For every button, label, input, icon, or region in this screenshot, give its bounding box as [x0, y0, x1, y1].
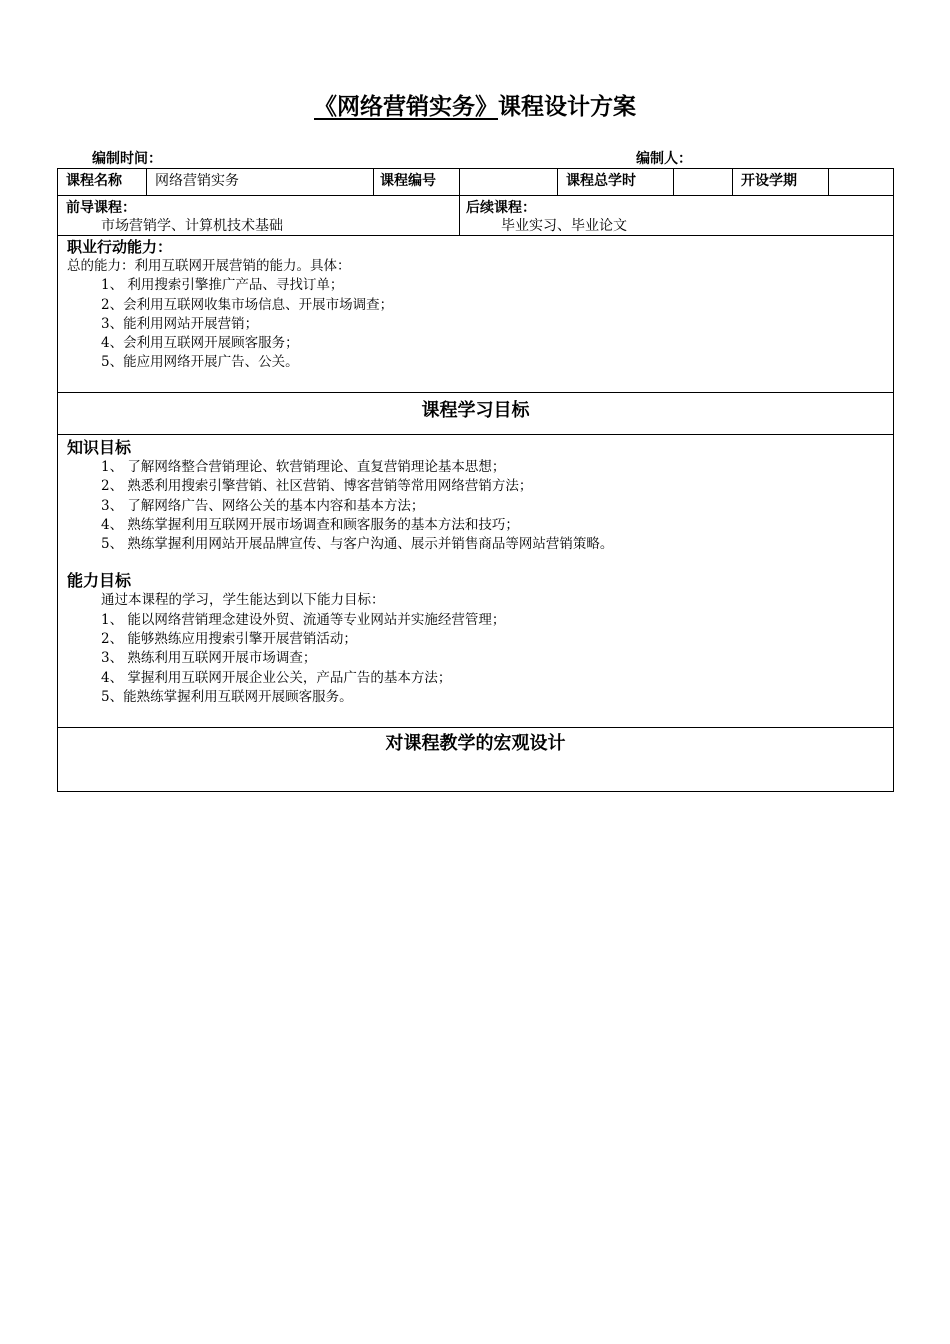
skills-item: 4、 掌握利用互联网开展企业公关，产品广告的基本方法； [101, 669, 452, 686]
compiler-label: 编制人： [636, 151, 692, 167]
knowledge-item: 1、 了解网络整合营销理论、软营销理论、直复营销理论基本思想； [101, 459, 506, 475]
ability-label: 职业行动能力： [67, 238, 173, 256]
ability-row [58, 236, 894, 393]
title-suffix: 课程设计方案 [498, 94, 636, 120]
total-hours-value-cell [674, 169, 733, 196]
macro-design-row [58, 728, 894, 792]
skills-item: 2、 能够熟练应用搜索引擎开展营销活动； [101, 631, 357, 648]
course-code-value-cell [460, 169, 558, 196]
goals-heading: 课程学习目标 [421, 400, 530, 421]
knowledge-item: 3、 了解网络广告、网络公关的基本内容和基本方法； [101, 497, 425, 514]
ability-item: 2、会利用互联网收集市场信息、开展市场调查； [101, 296, 394, 313]
ability-item: 1、 利用搜索引擎推广产品、寻找订单； [101, 277, 344, 294]
ability-cell [58, 236, 894, 393]
macro-design-cell [58, 728, 894, 792]
followup-value: 毕业实习、毕业论文 [501, 218, 627, 234]
goals-cell [58, 435, 894, 728]
skills-item: 3、 熟练利用互联网开展市场调查； [101, 650, 317, 667]
ability-intro: 总的能力：利用互联网开展营销的能力。具体： [67, 258, 351, 274]
knowledge-label: 知识目标 [67, 438, 132, 457]
macro-design-heading: 对课程教学的宏观设计 [385, 733, 566, 754]
followup-label: 后续课程： [466, 200, 536, 216]
skills-label: 能力目标 [67, 571, 132, 591]
goals-heading-row [58, 393, 894, 435]
goals-row [58, 435, 894, 728]
ability-item: 3、能利用网站开展营销； [101, 315, 259, 332]
knowledge-block [58, 435, 893, 554]
skills-item: 1、 能以网络营销理念建设外贸、流通等专业网站并实施经营管理； [101, 611, 506, 628]
prereq-label: 前导课程： [66, 200, 136, 216]
course-info-row [58, 169, 894, 196]
goals-heading-cell [58, 393, 894, 435]
knowledge-item: 5、 熟练掌握利用网站开展品牌宣传、与客户沟通、展示并销售商品等网站营销策略。 [101, 536, 614, 553]
semester-value-cell [829, 169, 894, 196]
skills-block [58, 554, 893, 707]
course-code-label: 课程编号 [380, 173, 436, 189]
total-hours-label: 课程总学时 [566, 173, 636, 189]
skills-item: 5、能熟练掌握利用互联网开展顾客服务。 [101, 688, 353, 705]
course-relation-row [58, 196, 894, 236]
ability-block [58, 236, 893, 373]
prereq-cell [58, 196, 460, 236]
skills-intro: 通过本课程的学习，学生能达到以下能力目标： [101, 592, 385, 609]
compile-time-label: 编制时间： [92, 151, 162, 167]
total-hours-label-cell [558, 169, 674, 196]
course-name-value: 网络营销实务 [155, 173, 239, 189]
knowledge-item: 4、 熟练掌握利用互联网开展市场调查和顾客服务的基本方法和技巧； [101, 516, 519, 533]
course-name-label-cell [58, 169, 147, 196]
document-title [0, 90, 950, 124]
knowledge-item: 2、 熟悉利用搜索引擎营销、社区营销、博客营销等常用网络营销方法； [101, 478, 533, 495]
semester-label: 开设学期 [741, 173, 797, 189]
ability-item: 5、能应用网络开展广告、公关。 [101, 354, 299, 371]
course-design-table [57, 168, 894, 792]
followup-cell [460, 196, 894, 236]
title-course-name: 《网络营销实务》 [314, 94, 498, 120]
course-name-value-cell [147, 169, 374, 196]
prereq-value: 市场营销学、计算机技术基础 [101, 218, 283, 234]
course-code-label-cell [374, 169, 460, 196]
ability-item: 4、会利用互联网开展顾客服务； [101, 335, 299, 352]
course-name-label: 课程名称 [66, 173, 122, 189]
semester-label-cell [733, 169, 829, 196]
